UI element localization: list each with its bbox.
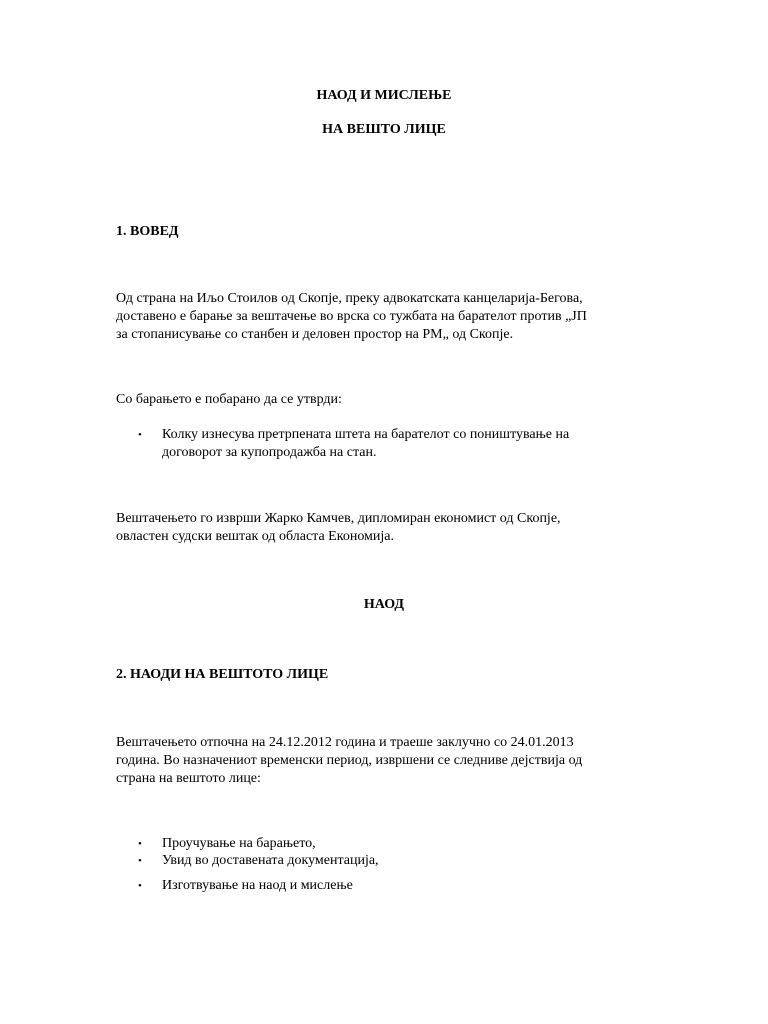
finding-title: НАОД xyxy=(363,597,405,612)
findings-paragraph-line: Вештачењето отпочна на 24.12.2012 година и траеше заклучно со 24.01.2013 xyxy=(116,735,574,750)
request-paragraph-line: Со барањето е побарано да се утврди: xyxy=(116,392,342,407)
section-heading-introduction: 1. ВОВЕД xyxy=(116,224,179,239)
list-item-line: Колку изнесува претрпената штета на барателот со поништување на xyxy=(162,427,570,442)
bullet-icon: • xyxy=(138,838,142,850)
findings-paragraph-line: година. Во назначениот временски период, извршени се следниве дејствија од xyxy=(116,753,583,768)
expert-paragraph-line: овластен судски вештак од областа Економија. xyxy=(116,529,395,544)
request-paragraph xyxy=(116,391,636,409)
expert-paragraph-line: Вештачењето го изврши Жарко Камчев, дипломиран економист од Скопје, xyxy=(116,511,561,526)
intro-paragraph-line: доставено е барање за вештачење во врска со тужбата на барателот против „ЈП xyxy=(116,309,587,324)
bullet-icon: • xyxy=(138,880,142,892)
document-title: НАОД И МИСЛЕЊЕ xyxy=(316,88,452,103)
expert-paragraph xyxy=(116,510,636,546)
list-item-line: договорот за купопродажба на стан. xyxy=(162,445,377,460)
bullet-icon: • xyxy=(138,855,142,867)
intro-paragraph xyxy=(116,290,636,344)
list-item-text xyxy=(162,877,642,895)
list-item-line: Изготвување на наод и мислење xyxy=(162,878,353,893)
list-item-text xyxy=(162,426,642,462)
findings-paragraph xyxy=(116,734,636,788)
list-item-text xyxy=(162,852,642,870)
document-subtitle: НА ВЕШТО ЛИЦЕ xyxy=(322,122,446,137)
intro-paragraph-line: за стопанисување со станбен и деловен простор на РМ„ од Скопје. xyxy=(116,327,514,342)
list-item-line: Проучување на барањето, xyxy=(162,836,316,851)
intro-paragraph-line: Од страна на Иљо Стоилов од Скопје, преку адвокатската канцеларија-Бегова, xyxy=(116,291,583,306)
findings-paragraph-line: страна на вештото лице: xyxy=(116,771,261,786)
section-heading-findings: 2. НАОДИ НА ВЕШТОТО ЛИЦЕ xyxy=(116,667,329,682)
bullet-icon: • xyxy=(138,429,142,441)
list-item-text xyxy=(162,835,642,853)
list-item-line: Увид во доставената документација, xyxy=(162,853,379,868)
